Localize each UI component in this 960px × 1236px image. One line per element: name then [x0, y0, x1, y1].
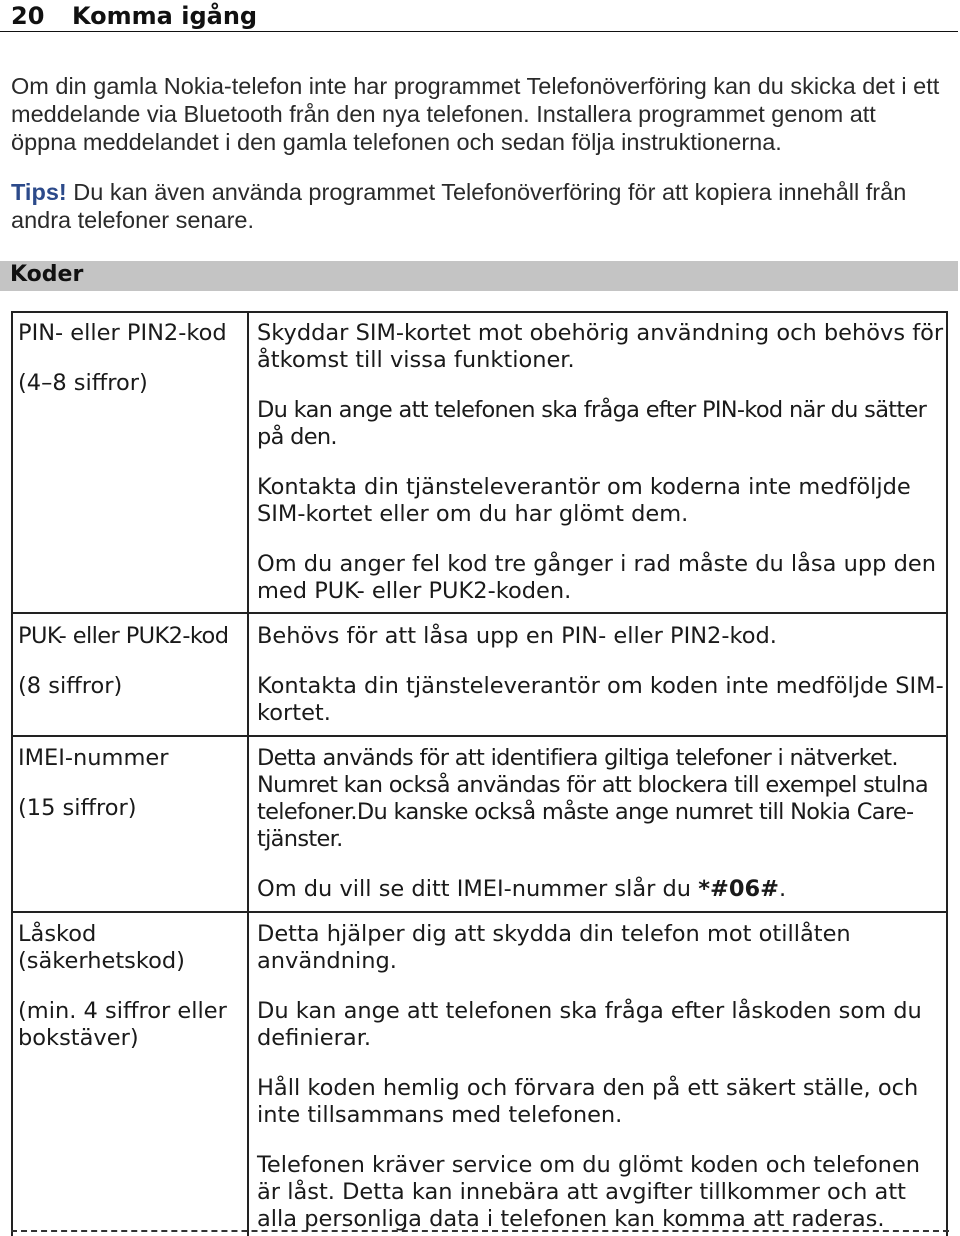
tips-label: Tips! — [11, 179, 67, 205]
imei-code: *#06# — [698, 876, 780, 902]
puk-desc-2: Kontakta din tjänsteleverantör om koden inte medföljde SIM-kortet. — [257, 673, 944, 726]
code-name-pin: PIN- eller PIN2-kod — [18, 320, 227, 346]
table-border-left — [11, 311, 13, 1236]
section-title: Koder — [10, 262, 84, 287]
row-divider-puk-imei — [11, 735, 948, 737]
code-digits-puk: (8 siffror) — [18, 673, 123, 699]
pin-desc-1: Skyddar SIM-kortet mot obehörig användning och behövs för åtkomst till vissa funktioner. — [257, 320, 944, 373]
code-name-imei: IMEI-nummer — [18, 745, 169, 771]
lock-desc-4: Telefonen kräver service om du glömt koden och telefonen är låst. Detta kan innebära att avgifter tillkommer och att alla personliga data i telefonen kan komma att raderas. — [257, 1152, 921, 1232]
imei-show-text: Om du vill se ditt IMEI-nummer slår du — [257, 876, 699, 902]
imei-desc-1: Detta används för att identifiera giltiga telefoner i nätverket. Numret kan också användas för att blockera till exempel stulna telefoner.Du kanske också måste ange numret till Nokia Care-tjänster. — [257, 745, 928, 852]
intro-paragraph: Om din gamla Nokia-telefon inte har programmet Telefonöverföring kan du skicka det i ett meddelande via Bluetooth från den nya telefonen. Installera programmet genom att öppna meddelandet i den gamla telefonen och sedan följa instruktionerna. — [11, 73, 940, 155]
lock-desc-1: Detta hjälper dig att skydda din telefon mot otillåten användning. — [257, 921, 851, 974]
imei-show-code — [257, 876, 947, 903]
table-border-middle — [247, 311, 249, 1236]
code-name-lock: Låskod (säkerhetskod) — [18, 921, 185, 974]
tips-text: Du kan även använda programmet Telefonöverföring för att kopiera innehåll från andra telefoner senare. — [11, 179, 907, 233]
pin-desc-3: Kontakta din tjänsteleverantör om koderna inte medföljde SIM-kortet eller om du har glömt dem. — [257, 474, 911, 527]
code-digits-pin: (4–8 siffror) — [18, 370, 148, 396]
tips-paragraph — [11, 178, 946, 234]
code-digits-lock: (min. 4 siffror eller bokstäver) — [18, 998, 227, 1051]
page-header — [0, 0, 958, 32]
page-number: 20 — [11, 2, 45, 30]
chapter-title: Komma igång — [72, 2, 258, 30]
pin-desc-4: Om du anger fel kod tre gånger i rad måste du låsa upp den med PUK- eller PUK2-koden. — [257, 551, 936, 604]
table-border-top — [11, 311, 948, 313]
lock-desc-3: Håll koden hemlig och förvara den på ett säkert ställe, och inte tillsammans med telefonen. — [257, 1075, 919, 1128]
row-divider-pin-puk — [11, 612, 948, 614]
code-digits-imei: (15 siffror) — [18, 795, 137, 821]
lock-desc-2: Du kan ange att telefonen ska fråga efter låskoden som du definierar. — [257, 998, 922, 1051]
imei-show-suffix: . — [779, 876, 787, 902]
row-divider-imei-lock — [11, 911, 948, 913]
section-header-bar — [0, 261, 958, 291]
code-name-puk: PUK- eller PUK2-kod — [18, 623, 229, 649]
puk-desc-1: Behövs för att låsa upp en PIN- eller PIN2-kod. — [257, 623, 777, 649]
pin-desc-2: Du kan ange att telefonen ska fråga efter PIN-kod när du sätter på den. — [257, 397, 927, 450]
